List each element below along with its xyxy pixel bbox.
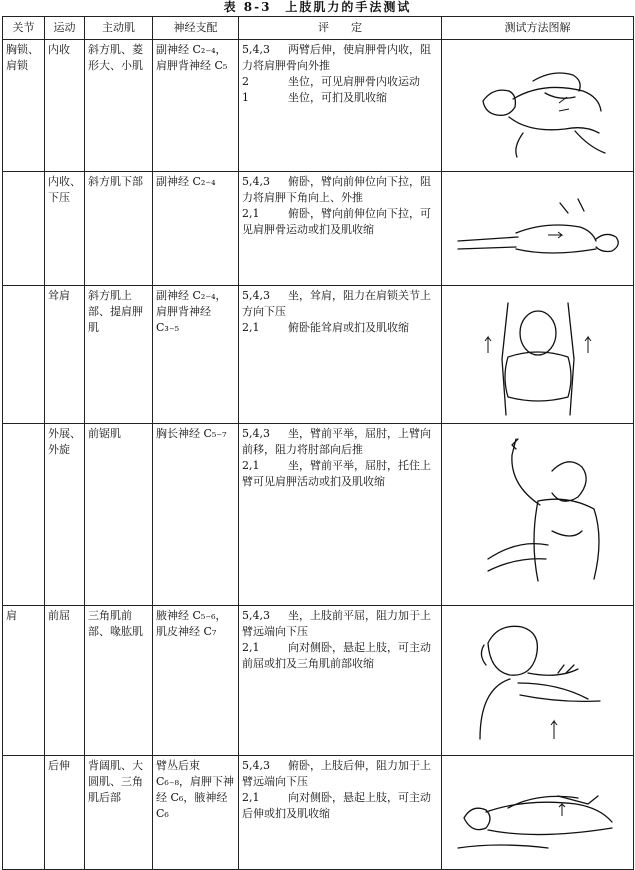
eval-text: 坐，耸肩，阻力在肩锁关节上方向下压 — [242, 289, 431, 318]
eval-grade: 5,4,3 — [242, 43, 270, 56]
eval-text: 坐，臂前平举，屈肘，托住上臂可见肩胛活动或扪及肌收缩 — [242, 459, 431, 488]
eval-text: 两臂后伸，使肩胛骨内收，阻力将肩胛骨向外推 — [242, 43, 431, 72]
figure-extension — [442, 756, 634, 870]
eval-text: 向对侧卧，悬起上肢，可主动前屈或扪及三角肌前部收缩 — [242, 641, 431, 670]
cell-motion: 内收、下压 — [45, 172, 85, 286]
eval-text: 坐位，可见肩胛骨内收运动 — [288, 75, 420, 88]
eval-text: 坐位，可扪及肌收缩 — [288, 91, 387, 104]
header-evaluation: 评 定 — [239, 17, 442, 40]
cell-joint — [3, 286, 45, 424]
figure-adduction — [442, 40, 634, 172]
cell-evaluation — [239, 424, 442, 606]
table-row — [3, 756, 634, 870]
eval-grade: 2,1 — [242, 791, 260, 804]
cell-evaluation — [239, 40, 442, 172]
cell-joint — [3, 172, 45, 286]
header-joint: 关节 — [3, 17, 45, 40]
cell-motion: 外展、外旋 — [45, 424, 85, 606]
cell-muscle: 三角肌前部、喙肱肌 — [85, 606, 153, 756]
eval-text: 坐，臂前平举，屈肘，上臂向前移，阻力将肘部向后推 — [242, 427, 431, 456]
eval-grade: 5,4,3 — [242, 609, 270, 622]
eval-grade: 5,4,3 — [242, 427, 270, 440]
cell-nerve: 腋神经 C₅₋₆，肌皮神经 C₇ — [153, 606, 239, 756]
eval-text: 俯卧能耸肩或扪及肌收缩 — [288, 321, 409, 334]
table-header-row — [3, 17, 634, 40]
figure-shrug — [442, 286, 634, 424]
eval-grade: 2 — [242, 75, 249, 88]
eval-grade: 2,1 — [242, 207, 260, 220]
cell-muscle: 前锯肌 — [85, 424, 153, 606]
header-motion: 运动 — [45, 17, 85, 40]
cell-motion: 内收 — [45, 40, 85, 172]
table-row — [3, 40, 634, 172]
eval-grade: 1 — [242, 91, 249, 104]
cell-joint: 胸锁、肩锁 — [3, 40, 45, 172]
cell-muscle: 斜方肌、菱形大、小肌 — [85, 40, 153, 172]
eval-grade: 2,1 — [242, 321, 260, 334]
cell-nerve: 副神经 C₂₋₄，肩胛背神经 C₅ — [153, 40, 239, 172]
header-muscle: 主动肌 — [85, 17, 153, 40]
figure-flexion — [442, 606, 634, 756]
header-figure: 测试方法图解 — [442, 17, 634, 40]
cell-motion: 耸肩 — [45, 286, 85, 424]
cell-joint — [3, 756, 45, 870]
figure-abduction — [442, 424, 634, 606]
cell-motion: 前屈 — [45, 606, 85, 756]
cell-muscle: 斜方肌上部、提肩胛肌 — [85, 286, 153, 424]
table-row — [3, 424, 634, 606]
eval-text: 俯卧，臂向前伸位向下拉，阻力将肩胛下角向上、外推 — [242, 175, 431, 204]
cell-evaluation — [239, 756, 442, 870]
eval-text: 俯卧，臂向前伸位向下拉，可见肩胛骨运动或扪及肌收缩 — [242, 207, 431, 236]
eval-grade: 5,4,3 — [242, 175, 270, 188]
eval-text: 向对侧卧，悬起上肢，可主动后伸或扪及肌收缩 — [242, 791, 431, 820]
muscle-test-table — [2, 16, 634, 870]
cell-evaluation — [239, 172, 442, 286]
table-row — [3, 172, 634, 286]
eval-text: 坐，上肢前平屈，阻力加于上臂远端向下压 — [242, 609, 431, 638]
cell-evaluation — [239, 606, 442, 756]
eval-grade: 5,4,3 — [242, 289, 270, 302]
eval-text: 俯卧，上肢后伸，阻力加于上臂远端向下压 — [242, 759, 431, 788]
cell-nerve: 副神经 C₂₋₄，肩胛背神经 C₃₋₅ — [153, 286, 239, 424]
cell-muscle: 斜方肌下部 — [85, 172, 153, 286]
table-caption: 表 8-3 上肢肌力的手法测试 — [223, 0, 412, 14]
cell-evaluation — [239, 286, 442, 424]
table-row — [3, 286, 634, 424]
cell-nerve: 胸长神经 C₅₋₇ — [153, 424, 239, 606]
cell-nerve: 副神经 C₂₋₄ — [153, 172, 239, 286]
cell-muscle: 背阔肌、大圆肌、三角肌后部 — [85, 756, 153, 870]
cell-motion: 后伸 — [45, 756, 85, 870]
eval-grade: 5,4,3 — [242, 759, 270, 772]
figure-depression — [442, 172, 634, 286]
cell-joint: 肩 — [3, 606, 45, 756]
eval-grade: 2,1 — [242, 459, 260, 472]
cell-nerve: 臂丛后束 C₆₋₈，肩胛下神经 C₆，腋神经 C₆ — [153, 756, 239, 870]
header-nerve: 神经支配 — [153, 17, 239, 40]
eval-grade: 2,1 — [242, 641, 260, 654]
table-row — [3, 606, 634, 756]
cell-joint — [3, 424, 45, 606]
